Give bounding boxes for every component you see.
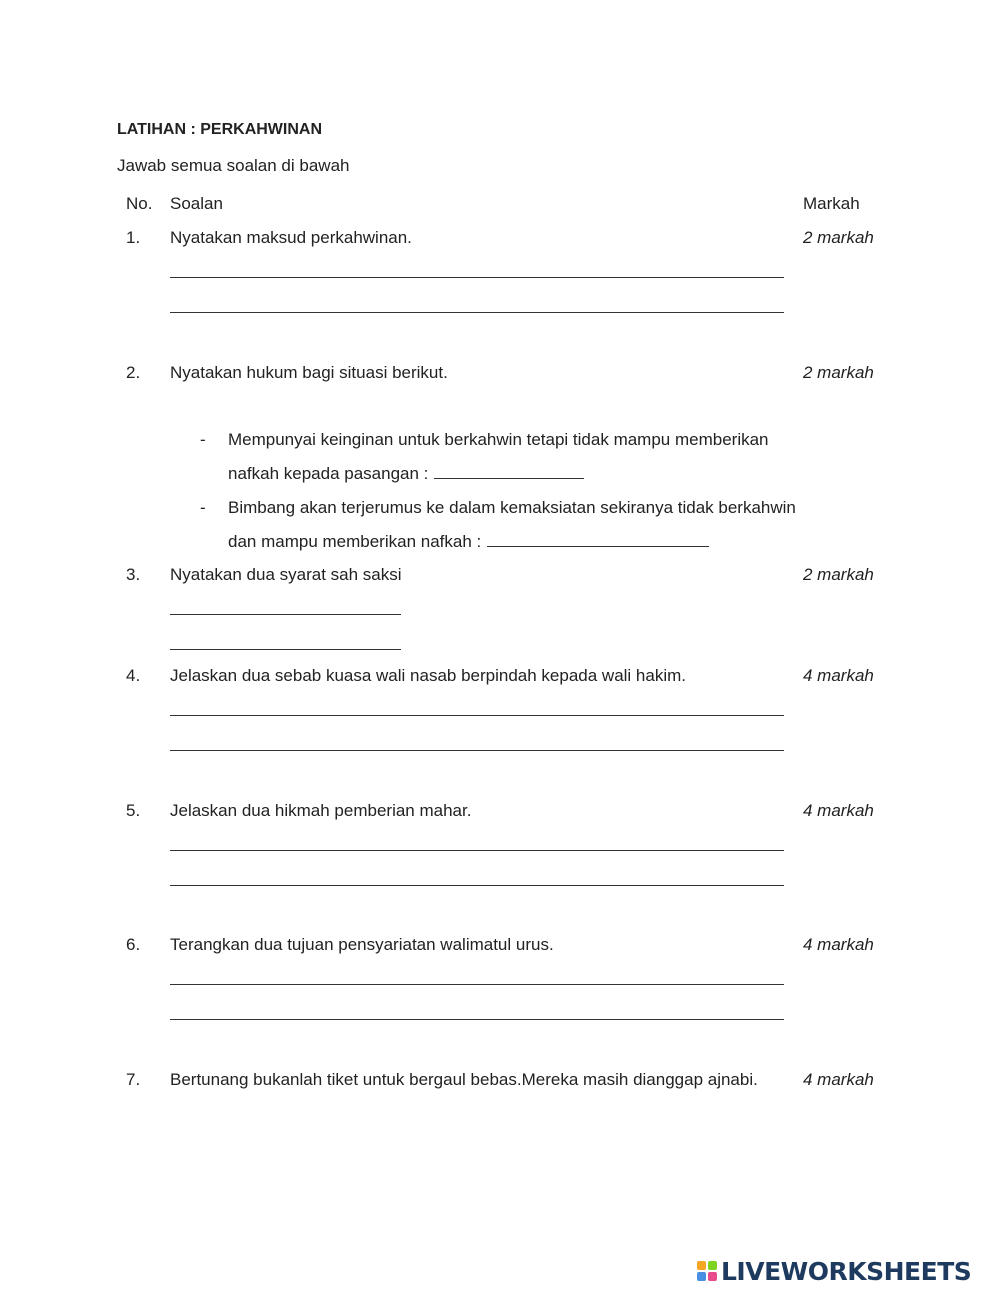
answer-line[interactable]	[170, 715, 784, 716]
brand-name: LIVEWORKSHEETS	[721, 1256, 972, 1286]
answer-line[interactable]	[170, 1019, 784, 1020]
question-marks: 4 markah	[803, 1070, 874, 1089]
liveworksheets-brand	[697, 1256, 971, 1286]
logo-square	[697, 1272, 706, 1281]
liveworksheets-logo-icon	[697, 1261, 717, 1281]
question-text: Nyatakan hukum bagi situasi berikut.	[170, 363, 448, 382]
bullet-text-line: Mempunyai keinginan untuk berkahwin tetapi tidak mampu memberikan	[228, 430, 769, 449]
question-text: Jelaskan dua hikmah pemberian mahar.	[170, 801, 472, 820]
answer-blank[interactable]	[434, 464, 584, 479]
logo-square	[708, 1272, 717, 1281]
question-number: 3.	[126, 565, 141, 584]
bullet-text-line: Bimbang akan terjerumus ke dalam kemaksiatan sekiranya tidak berkahwin	[228, 498, 796, 517]
answer-line[interactable]	[170, 649, 401, 650]
answer-line[interactable]	[170, 277, 784, 278]
question-number: 6.	[126, 935, 141, 954]
question-number: 1.	[126, 228, 141, 247]
answer-line[interactable]	[170, 312, 784, 313]
bullet-text: nafkah kepada pasangan :	[228, 464, 429, 483]
answer-line[interactable]	[170, 614, 401, 615]
column-header-no: No.	[126, 194, 153, 213]
question-marks: 2 markah	[803, 363, 874, 382]
bullet-text: dan mampu memberikan nafkah :	[228, 532, 482, 551]
logo-square	[697, 1261, 706, 1270]
question-marks: 4 markah	[803, 666, 874, 685]
question-marks: 2 markah	[803, 565, 874, 584]
column-header-question: Soalan	[170, 194, 223, 213]
question-number: 4.	[126, 666, 141, 685]
instruction-text: Jawab semua soalan di bawah	[117, 156, 350, 175]
answer-line[interactable]	[170, 750, 784, 751]
bullet-text-line	[228, 464, 584, 484]
bullet-dash: -	[200, 498, 206, 517]
question-text: Terangkan dua tujuan pensyariatan walimatul urus.	[170, 935, 554, 954]
question-number: 2.	[126, 363, 141, 382]
question-text: Nyatakan dua syarat sah saksi	[170, 565, 402, 584]
answer-line[interactable]	[170, 984, 784, 985]
question-text: Nyatakan maksud perkahwinan.	[170, 228, 412, 247]
column-header-marks: Markah	[803, 194, 860, 213]
answer-blank[interactable]	[487, 532, 709, 547]
page-title: LATIHAN : PERKAHWINAN	[117, 121, 323, 138]
bullet-text-line	[228, 532, 709, 552]
question-marks: 4 markah	[803, 935, 874, 954]
question-number: 7.	[126, 1070, 141, 1089]
question-number: 5.	[126, 801, 141, 820]
question-marks: 2 markah	[803, 228, 874, 247]
bullet-dash: -	[200, 430, 206, 449]
question-text: Bertunang bukanlah tiket untuk bergaul bebas.Mereka masih dianggap ajnabi.	[170, 1070, 758, 1089]
question-marks: 4 markah	[803, 801, 874, 820]
logo-square	[708, 1261, 717, 1270]
question-text: Jelaskan dua sebab kuasa wali nasab berpindah kepada wali hakim.	[170, 666, 687, 685]
answer-line[interactable]	[170, 850, 784, 851]
answer-line[interactable]	[170, 885, 784, 886]
